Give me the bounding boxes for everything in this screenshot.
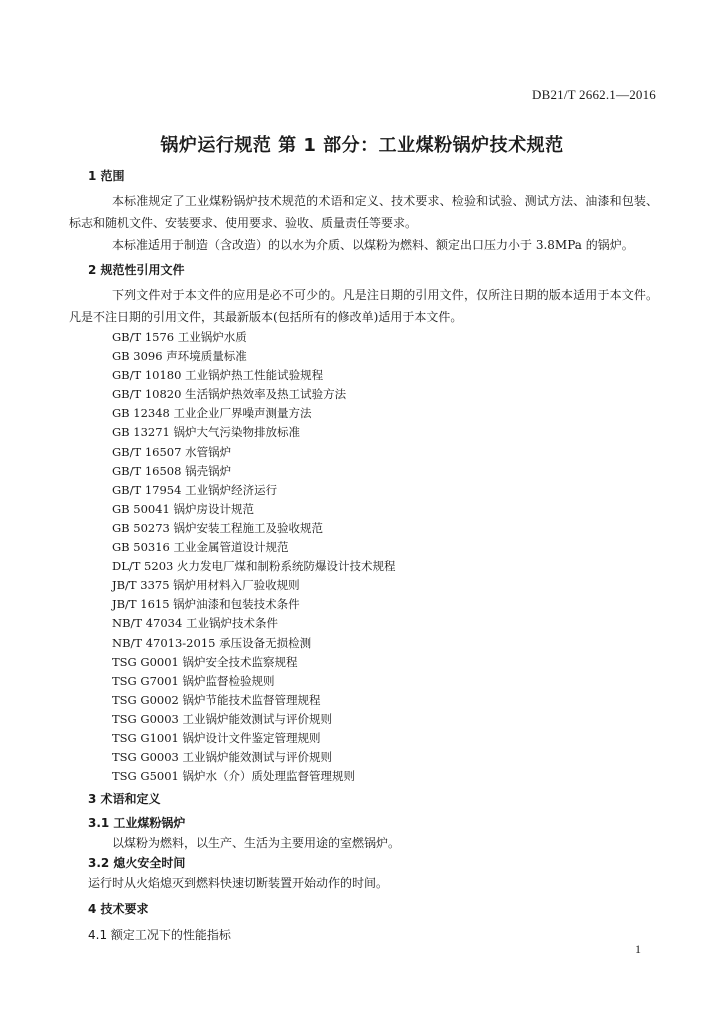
- reference-item: TSG G0002 锅炉节能技术监督管理规程: [112, 692, 321, 707]
- section-1-paragraph-2: 本标准适用于制造（含改造）的以水为介质、以煤粉为燃料、额定出口压力小于 3.8MPa 的锅炉。: [112, 238, 634, 252]
- reference-item: TSG G7001 锅炉监督检验规则: [112, 673, 275, 688]
- section-2-paragraph: 下列文件对于本文件的应用是必不可少的。凡是注日期的引用文件，仅所注日期的版本适用于本文件。凡是不注日期的引用文件，其最新版本(包括所有的修改单)适用于本文件。: [69, 288, 658, 324]
- reference-item: GB 50041 锅炉房设计规范: [112, 501, 255, 516]
- reference-item: GB 12348 工业企业厂界噪声测量方法: [112, 406, 312, 421]
- reference-item: JB/T 1615 锅炉油漆和包装技术条件: [112, 597, 300, 612]
- document-number: DB21/T 2662.1—2016: [532, 87, 656, 102]
- reference-item: GB/T 16507 水管锅炉: [112, 444, 232, 459]
- reference-item: GB/T 10180 工业锅炉热工性能试验规程: [112, 368, 324, 383]
- section-3-1-definition: 以煤粉为燃料，以生产、生活为主要用途的室燃锅炉。: [112, 836, 401, 851]
- reference-item: TSG G0003 工业锅炉能效测试与评价规则: [112, 750, 332, 765]
- section-3-2-definition: 运行时从火焰熄灭到燃料快速切断装置开始动作的时间。: [88, 876, 389, 891]
- section-4-1-heading: 4.1 额定工况下的性能指标: [88, 928, 231, 943]
- reference-item: GB/T 17954 工业锅炉经济运行: [112, 482, 278, 497]
- section-3-2-heading: 3.2 熄火安全时间: [88, 856, 186, 871]
- normative-references-list: [88, 328, 658, 786]
- page-title: 锅炉运行规范 第 1 部分：工业煤粉锅炉技术规范: [160, 135, 564, 156]
- reference-item: TSG G0001 锅炉安全技术监察规程: [112, 654, 298, 669]
- section-1-paragraph-1: 本标准规定了工业煤粉锅炉技术规范的术语和定义、技术要求、检验和试验、测试方法、油漆和包装、标志和随机文件、安装要求、使用要求、验收、质量责任等要求。: [69, 194, 658, 230]
- reference-item: GB/T 16508 锅壳锅炉: [112, 463, 232, 478]
- section-2-heading: 2 规范性引用文件: [88, 263, 185, 277]
- section-4-heading: 4 技术要求: [88, 902, 149, 917]
- reference-item: TSG G1001 锅炉设计文件鉴定管理规则: [112, 730, 321, 745]
- document-body: [69, 166, 658, 945]
- reference-item: NB/T 47034 工业锅炉技术条件: [112, 616, 278, 631]
- reference-item: GB 50316 工业金属管道设计规范: [112, 540, 289, 555]
- reference-item: GB 50273 锅炉安装工程施工及验收规范: [112, 520, 324, 535]
- reference-item: DL/T 5203 火力发电厂煤和制粉系统防爆设计技术规程: [112, 559, 396, 574]
- section-3-1-heading: 3.1 工业煤粉锅炉: [88, 816, 186, 831]
- section-1-heading: 1 范围: [88, 169, 125, 183]
- reference-item: GB/T 10820 生活锅炉热效率及热工试验方法: [112, 387, 347, 402]
- reference-item: NB/T 47013-2015 承压设备无损检测: [112, 635, 312, 650]
- reference-item: GB 3096 声环境质量标准: [112, 349, 247, 364]
- section-3-heading: 3 术语和定义: [88, 792, 161, 807]
- reference-item: GB/T 1576 工业锅炉水质: [112, 330, 247, 344]
- reference-item: TSG G5001 锅炉水（介）质处理监督管理规则: [112, 769, 355, 784]
- reference-item: JB/T 3375 锅炉用材料入厂验收规则: [112, 578, 300, 593]
- reference-item: GB 13271 锅炉大气污染物排放标准: [112, 425, 301, 440]
- page-number: 1: [635, 942, 641, 956]
- reference-item: TSG G0003 工业锅炉能效测试与评价规则: [112, 711, 332, 726]
